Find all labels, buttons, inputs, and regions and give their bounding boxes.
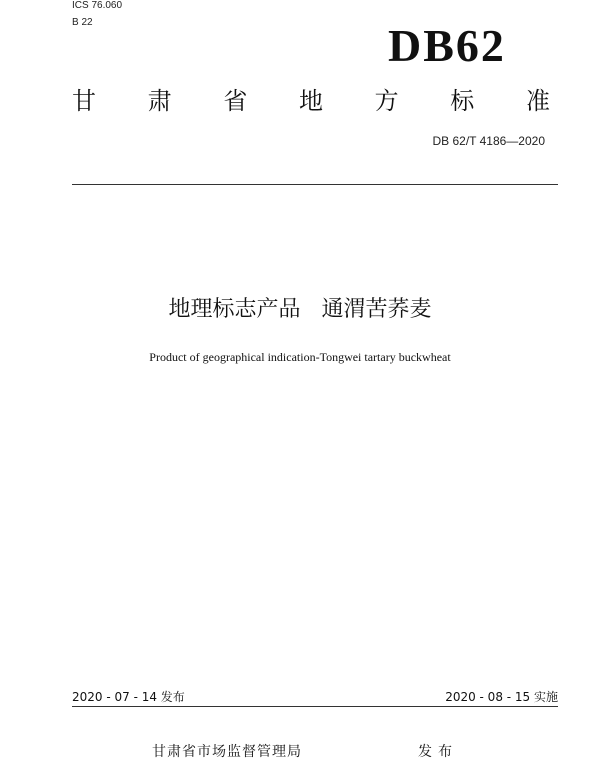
standard-type-char: 准 (525, 87, 550, 115)
document-title-english: Product of geographical indication-Tongwei tartary buckwheat (149, 350, 451, 364)
issue-label: 发布 (418, 744, 458, 760)
standard-type-heading (72, 86, 550, 116)
standard-type-char: 省 (223, 87, 248, 115)
standard-type-char: 甘 (72, 87, 96, 115)
top-divider (72, 184, 558, 185)
classification-code: B 22 (72, 17, 93, 28)
standard-type-char: 方 (374, 87, 399, 115)
standard-type-char: 地 (298, 87, 323, 115)
issuing-authority: 甘肃省市场监督管理局 (152, 744, 302, 760)
issue-date: 2020 - 07 - 14 发布 (72, 690, 185, 704)
standard-number: DB 62/T 4186—2020 (432, 134, 545, 148)
standard-logo: DB62 (388, 20, 506, 71)
document-title-chinese: 地理标志产品 通渭苦荞麦 (168, 297, 432, 322)
implementation-date: 2020 - 08 - 15 实施 (445, 690, 558, 704)
standard-type-char: 标 (450, 87, 475, 115)
ics-code: ICS 76.060 (72, 0, 123, 11)
standard-type-char: 肃 (147, 87, 172, 115)
bottom-divider (72, 706, 558, 707)
